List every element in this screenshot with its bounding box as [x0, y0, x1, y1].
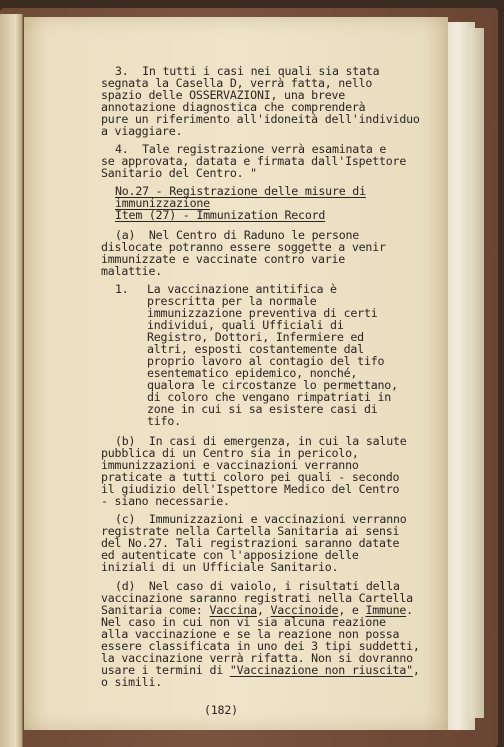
text-fragment: , [412, 663, 420, 677]
text-line: vaccinazione saranno registrati nella Cartella [101, 591, 413, 605]
text-line: segnata la Casella D, verrà fatta, nello [101, 76, 373, 90]
text-line: proprio lavoro al contagio del tifo [147, 354, 385, 368]
text-line: prescritta per la normale [147, 294, 317, 308]
text-line: 4. Tale registrazione verrà esaminata e [115, 142, 387, 156]
text-line: praticate a tutti coloro pei quali - secondo [101, 470, 400, 484]
text-line: a viaggiare. [101, 124, 183, 138]
text-line: del No.27. Tali registrazioni saranno datate [101, 536, 400, 550]
text-line: o simili. [101, 675, 163, 689]
underlined-term: Immune [365, 603, 407, 617]
underlined-term: Vaccinoide [270, 603, 339, 617]
text-line: (c) Immunizzazioni e vaccinazioni verranno [115, 512, 407, 526]
text-line: - siano necessarie. [101, 494, 230, 508]
text-line: essere classificata in uno dei 3 tipi suddetti, [101, 639, 420, 653]
text-line: se approvata, datata e firmata dall'Ispettore [101, 154, 407, 168]
text-line: 3. In tutti i casi nei quali sia stata [115, 64, 380, 78]
text-line: altri, esposti costantemente dal [147, 342, 364, 356]
text-fragment: Sanitaria come: [101, 603, 210, 617]
text-line: immunizzazione preventiva di certi [147, 306, 378, 320]
text-line: Registro, Dottori, Infermiere ed [147, 330, 364, 344]
section-heading: immunizzazione [115, 196, 210, 210]
text-line: di coloro che vengano rimpatriati in [147, 390, 392, 404]
text-line: Sanitario del Centro. " [101, 166, 257, 180]
text-line: pubblica di un Centro sia in pericolo, [101, 446, 359, 460]
left-page-edge [0, 14, 23, 747]
section-heading: No.27 - Registrazione delle misure di [115, 184, 366, 198]
text-line: (b) In casi di emergenza, in cui la salute [115, 434, 407, 448]
text-line: La vaccinazione antitifica è [147, 282, 337, 296]
text-line: zone in cui si sa esistere casi di [147, 402, 378, 416]
section-heading: Item (27) - Immunization Record [115, 208, 326, 222]
text-line: individui, quali Ufficiali di [147, 318, 344, 332]
text-line: pure un riferimento all'idoneità dell'individuo [101, 112, 420, 126]
text-fragment: usare i termini di [101, 663, 230, 677]
text-line: annotazione diagnostica che comprenderà [101, 100, 366, 114]
text-line: dislocate potranno essere soggette a venir [101, 240, 386, 254]
text-line: la vaccinazione verrà rifatta. Non si dovranno [101, 651, 413, 665]
underlined-term: Vaccina [209, 603, 257, 617]
text-line: qualora le circostanze lo permettano, [147, 378, 398, 392]
text-line: alla vaccinazione e se la reazione non possa [101, 627, 400, 641]
text-line: ed autenticate con l'apposizione delle [101, 548, 359, 562]
text-line: immunizzate e vaccinate contro varie [101, 252, 346, 266]
text-line: il giudizio dell'Ispettore Medico del Centro [101, 482, 400, 496]
text-fragment: . [406, 603, 413, 617]
text-line: spazio delle OSSERVAZIONI, una breve [101, 88, 346, 102]
text-line: registrate nella Cartella Sanitaria ai sensi [101, 524, 400, 538]
text-fragment: , e [338, 603, 366, 617]
list-number: 1. [115, 282, 129, 296]
document-page [24, 17, 448, 730]
text-line: (d) Nel caso di vaiolo, i risultati della [115, 579, 400, 593]
text-line: esentematico epidemico, nonché, [147, 366, 358, 380]
text-line: immunizzazioni e vaccinazioni verranno [101, 458, 359, 472]
text-line: iniziali di un Ufficiale Sanitario. [101, 560, 339, 574]
text-line: (a) Nel Centro di Raduno le persone [115, 228, 360, 242]
page-stack-edge-outer [470, 28, 484, 718]
text-line: malattie. [101, 264, 163, 278]
page-number: (182) [204, 703, 238, 717]
text-line: tifo. [147, 414, 181, 428]
text-line: Nel caso in cui non vi sia alcuna reazione [101, 615, 386, 629]
text-fragment: , [256, 603, 271, 617]
underlined-term: "Vaccinazione non riuscita" [229, 663, 413, 677]
